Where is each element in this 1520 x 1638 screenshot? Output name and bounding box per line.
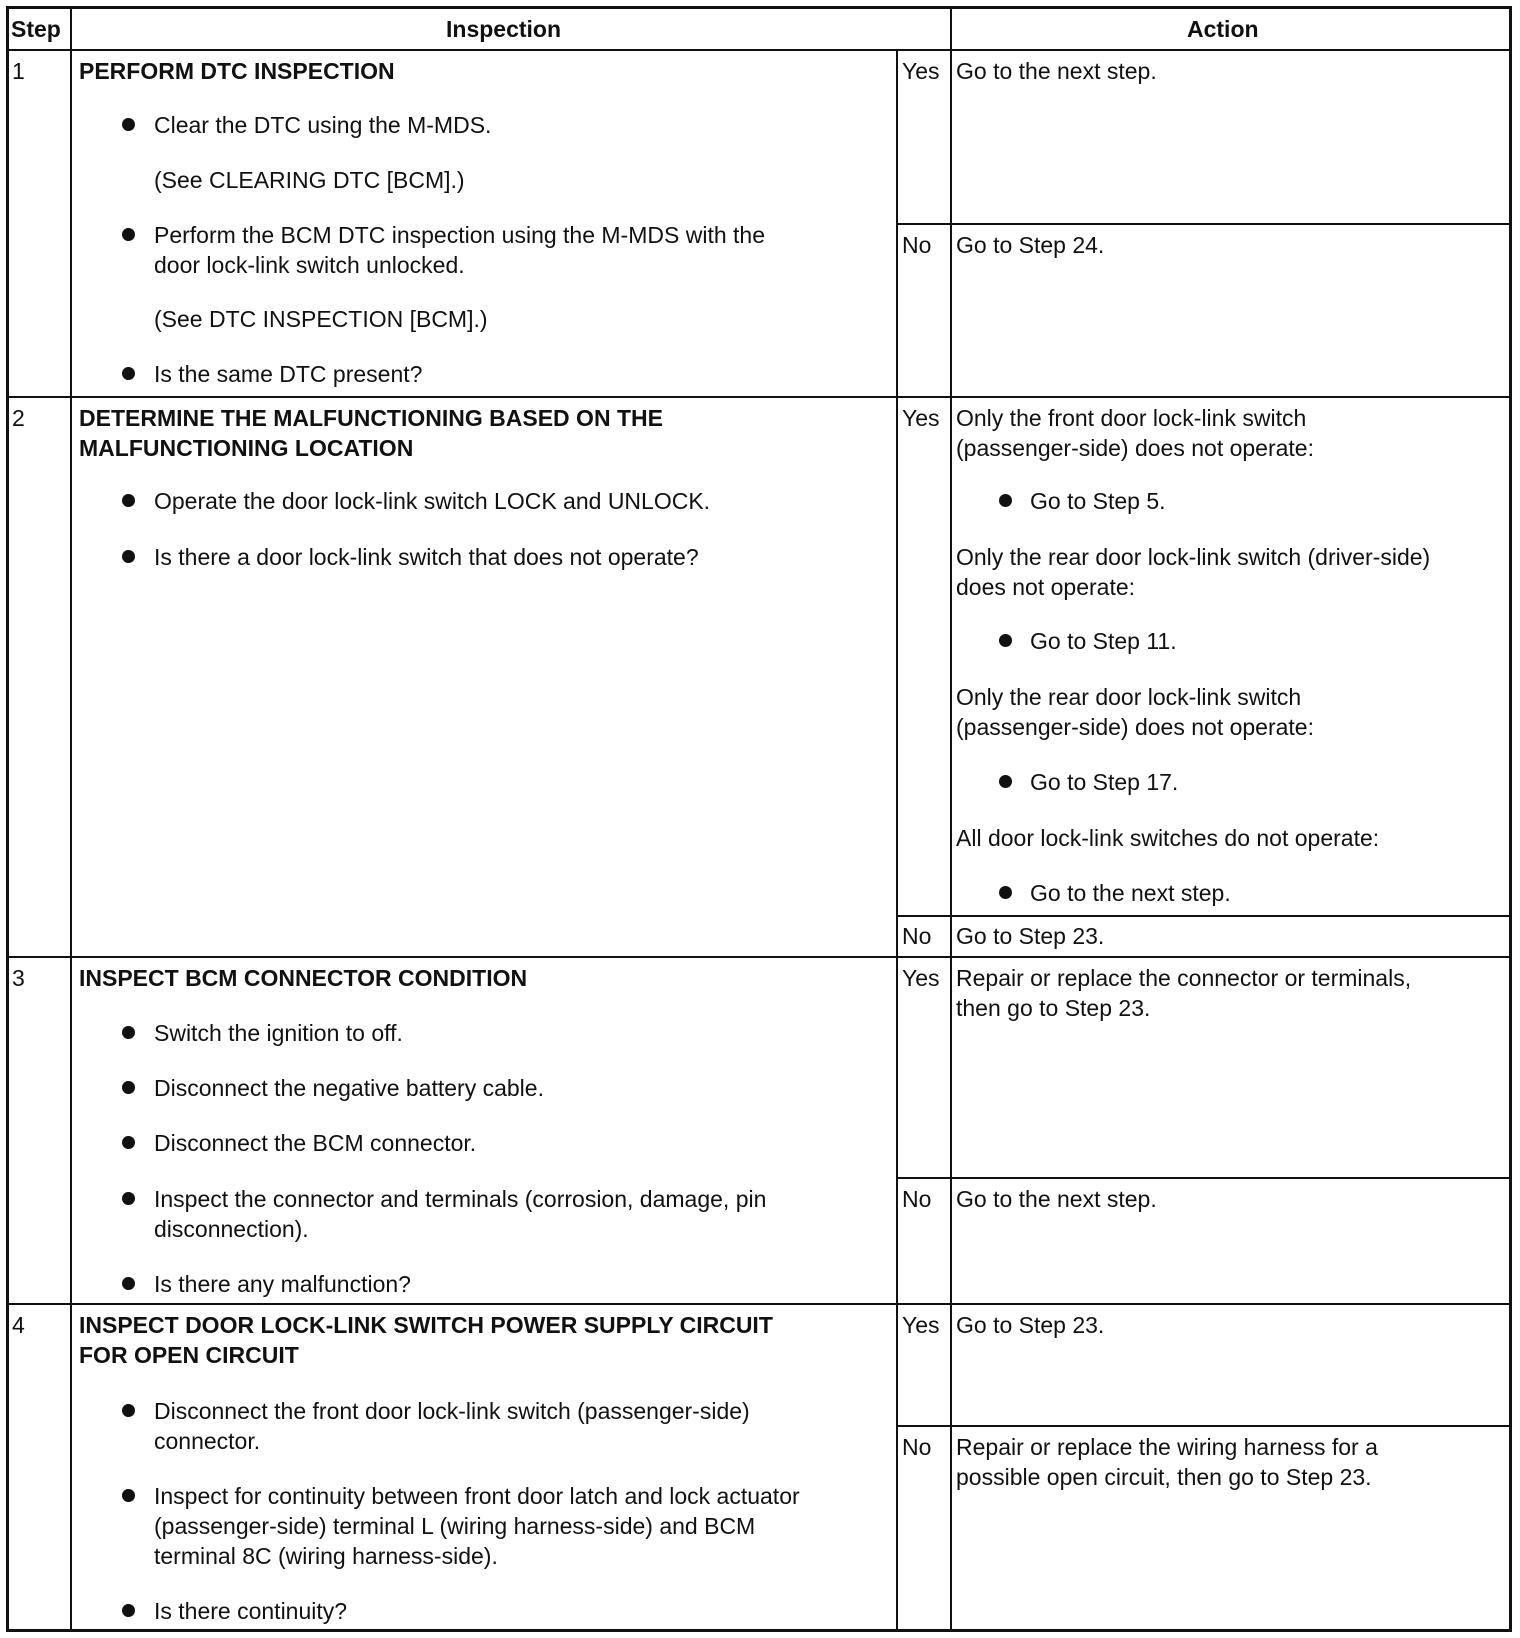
header-action: Action <box>1187 16 1259 42</box>
inspection-line: Disconnect the front door lock-link switch (passenger-side) <box>154 1398 750 1424</box>
no-action: possible open circuit, then go to Step 23. <box>956 1464 1372 1490</box>
inspection-line: door lock-link switch unlocked. <box>154 252 465 278</box>
bullet-icon <box>122 1404 135 1417</box>
yes-action: Only the rear door lock-link switch <box>956 684 1302 710</box>
header-divider <box>9 49 1509 51</box>
inspection-line: Disconnect the BCM connector. <box>154 1130 477 1156</box>
yesno-divider-4 <box>896 1425 1509 1427</box>
no-label: No <box>902 1434 932 1460</box>
no-action: Repair or replace the wiring harness for a <box>956 1434 1378 1460</box>
step-title: PERFORM DTC INSPECTION <box>79 58 395 84</box>
no-action: Go to Step 23. <box>956 923 1105 949</box>
inspection-line: Perform the BCM DTC inspection using the M-MDS with the <box>154 222 765 248</box>
col-divider-yesno <box>896 50 898 1629</box>
inspection-line: disconnection). <box>154 1216 309 1242</box>
col-divider-step <box>70 9 72 1629</box>
step-number: 4 <box>12 1312 25 1338</box>
yes-action: Only the rear door lock-link switch (driver-side) <box>956 544 1431 570</box>
step-title: FOR OPEN CIRCUIT <box>79 1342 299 1368</box>
inspection-line: (passenger-side) terminal L (wiring harness-side) and BCM <box>154 1513 756 1539</box>
yes-action: Go to Step 5. <box>1030 488 1166 514</box>
bullet-icon <box>999 775 1012 788</box>
yes-label: Yes <box>902 1312 940 1338</box>
bullet-icon <box>122 1489 135 1502</box>
yes-action: Go to the next step. <box>1030 880 1231 906</box>
yes-action: All door lock-link switches do not operate: <box>956 825 1380 851</box>
bullet-icon <box>122 1026 135 1039</box>
header-step: Step <box>11 16 61 42</box>
bullet-icon <box>122 494 135 507</box>
bullet-icon <box>122 1136 135 1149</box>
no-label: No <box>902 1186 932 1212</box>
yesno-divider-2 <box>896 915 1509 917</box>
no-label: No <box>902 923 932 949</box>
no-action: Go to Step 24. <box>956 232 1105 258</box>
step-number: 2 <box>12 405 25 431</box>
bullet-icon <box>999 494 1012 507</box>
step-title: INSPECT DOOR LOCK-LINK SWITCH POWER SUPPLY CIRCUIT <box>79 1312 773 1338</box>
inspection-line: Clear the DTC using the M-MDS. <box>154 112 492 138</box>
yesno-divider-3 <box>896 1177 1509 1179</box>
diagnostic-table <box>6 6 1512 1632</box>
header-inspection: Inspection <box>446 16 562 42</box>
row-divider-3 <box>9 1303 1509 1305</box>
col-divider-action <box>950 9 952 1629</box>
yes-action: Go to Step 23. <box>956 1312 1105 1338</box>
bullet-icon <box>122 1081 135 1094</box>
yes-action: Go to Step 11. <box>1030 628 1177 654</box>
yes-action: then go to Step 23. <box>956 995 1151 1021</box>
inspection-line: Is there a door lock-link switch that does not operate? <box>154 544 699 570</box>
inspection-line: Is there any malfunction? <box>154 1271 411 1297</box>
yes-action: Repair or replace the connector or terminals, <box>956 965 1412 991</box>
step-number: 1 <box>12 58 25 84</box>
row-divider-2 <box>9 956 1509 958</box>
row-divider-1 <box>9 396 1509 398</box>
yes-action: (passenger-side) does not operate: <box>956 435 1314 461</box>
yes-label: Yes <box>902 405 940 431</box>
inspection-line: connector. <box>154 1428 261 1454</box>
inspection-line: Inspect for continuity between front door latch and lock actuator <box>154 1483 800 1509</box>
inspection-line: terminal 8C (wiring harness-side). <box>154 1543 498 1569</box>
bullet-icon <box>122 1277 135 1290</box>
bullet-icon <box>122 228 135 241</box>
yes-action: (passenger-side) does not operate: <box>956 714 1314 740</box>
inspection-line: (See DTC INSPECTION [BCM].) <box>154 306 488 332</box>
bullet-icon <box>999 886 1012 899</box>
yes-action: does not operate: <box>956 574 1136 600</box>
no-label: No <box>902 232 932 258</box>
inspection-line: Disconnect the negative battery cable. <box>154 1075 544 1101</box>
yes-label: Yes <box>902 965 940 991</box>
bullet-icon <box>122 1192 135 1205</box>
bullet-icon <box>122 1604 135 1617</box>
bullet-icon <box>122 367 135 380</box>
bullet-icon <box>122 550 135 563</box>
yes-action: Only the front door lock-link switch <box>956 405 1307 431</box>
step-title: DETERMINE THE MALFUNCTIONING BASED ON THE <box>79 405 663 431</box>
inspection-line: Inspect the connector and terminals (corrosion, damage, pin <box>154 1186 767 1212</box>
yesno-divider-1 <box>896 223 1509 225</box>
bullet-icon <box>122 118 135 131</box>
inspection-line: (See CLEARING DTC [BCM].) <box>154 167 465 193</box>
step-number: 3 <box>12 965 25 991</box>
step-title: INSPECT BCM CONNECTOR CONDITION <box>79 965 528 991</box>
inspection-line: Is there continuity? <box>154 1598 348 1624</box>
inspection-line: Switch the ignition to off. <box>154 1020 403 1046</box>
step-title: MALFUNCTIONING LOCATION <box>79 435 414 461</box>
yes-action: Go to the next step. <box>956 58 1157 84</box>
yes-label: Yes <box>902 58 940 84</box>
yes-action: Go to Step 17. <box>1030 769 1179 795</box>
inspection-line: Operate the door lock-link switch LOCK and UNLOCK. <box>154 488 711 514</box>
inspection-line: Is the same DTC present? <box>154 361 423 387</box>
no-action: Go to the next step. <box>956 1186 1157 1212</box>
bullet-icon <box>999 634 1012 647</box>
